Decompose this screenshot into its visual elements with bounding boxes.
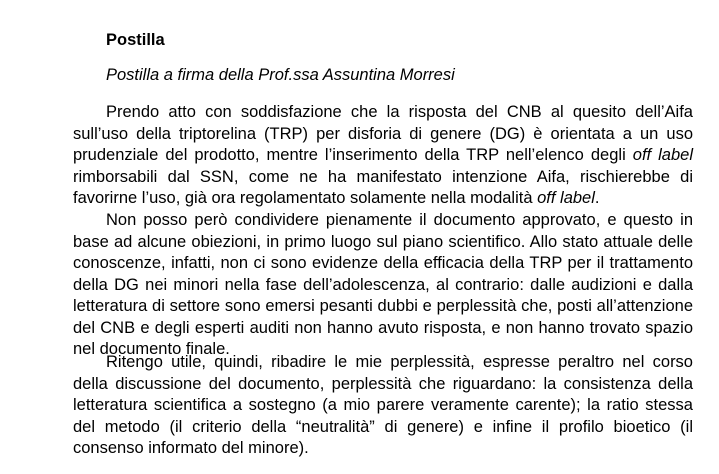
- paragraph-1: [73, 102, 693, 210]
- paragraph-2: Non posso però condividere pienamente il documento approvato, e questo in base ad alcune obiezioni, in primo luogo sul piano scientifico. Allo stato attuale delle conoscenze, infatti, non ci sono evidenze della efficacia della TRP per il trattamento della DG nei minori nella fase dell’adolescenza, al contrario: dalle audizioni e dalla letteratura di settore sono emersi pesanti dubbi e perplessità che, posti all’attenzione del CNB e degli esperti auditi non hanno avuto risposta, e non hanno trovato spazio nel documento finale.: [73, 211, 693, 358]
- paragraph-3: Ritengo utile, quindi, ribadire le mie perplessità, espresse peraltro nel corso della discussione del documento, perplessità che riguardano: la consistenza della letteratura scientifica a sostegno (a mio parere veramente carente); la ratio stessa del metodo (il criterio della “neutralità” di genere) e infine il profilo bioetico (il consenso informato del minore).: [73, 353, 693, 457]
- paragraph-1-text-c: .: [594, 189, 600, 207]
- paragraph-1-text-a: Prendo atto con soddisfazione che la risposta del CNB al quesito dell’Aifa sull’uso della triptorelina (TRP) per disforia di genere (DG) è orientata a un uso prudenziale del prodotto, mentre l’inserimento della TRP nell’elenco degli: [73, 103, 693, 164]
- paragraph-1-emphasis-2: off label: [537, 189, 595, 207]
- paragraph-1-text-b: rimborsabili dal SSN, come ne ha manifestato intenzione Aifa, rischierebbe di favorirne l’uso, già ora regolamentato solamente nella modalità: [73, 167, 693, 207]
- section-subheading: Postilla a firma della Prof.ssa Assuntina Morresi: [106, 66, 455, 84]
- section-heading: Postilla: [106, 31, 165, 49]
- paragraph-1-emphasis-1: off label: [632, 146, 693, 164]
